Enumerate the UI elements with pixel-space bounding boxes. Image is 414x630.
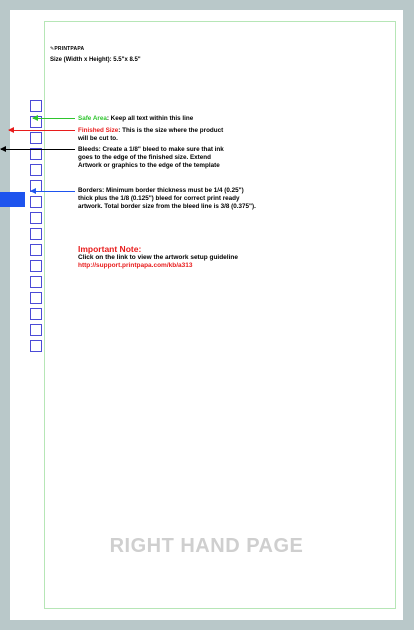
finished-size-note: [78, 127, 228, 143]
margin-square: [30, 276, 42, 288]
artwork-guideline-link[interactable]: http://support.printpapa.com/kb/a313: [78, 262, 193, 269]
size-label: Size (Width x Height): 5.5"x 8.5": [50, 57, 141, 63]
page-label: RIGHT HAND PAGE: [109, 535, 304, 557]
arrow-left-icon: [8, 127, 14, 133]
arrow-left-icon: [0, 146, 6, 152]
safe-area-text: : Keep all text within this line: [106, 115, 194, 122]
border-marker-tab: [0, 192, 25, 207]
borders-text: : Minimum border thickness must be 1/4 (0.25") thick plus the 1/8 (0.125") bleed for correct print ready artwork. Total border size from the bleed line is 3/8 (0.375").: [78, 187, 256, 210]
bleeds-term: Bleeds: [78, 146, 99, 153]
important-note-title: Important Note:: [78, 244, 142, 254]
margin-square: [30, 260, 42, 272]
safe-area-arrow: [33, 118, 75, 119]
printpapa-logo: [50, 46, 84, 52]
finished-size-text: : This is the size where the product will be cut to.: [78, 127, 224, 142]
margin-square: [30, 308, 42, 320]
borders-arrow: [31, 191, 75, 192]
important-note-text: Click on the link to view the artwork setup guideline: [78, 254, 238, 261]
arrow-left-icon: [32, 115, 38, 121]
margin-square: [30, 164, 42, 176]
margin-square: [30, 324, 42, 336]
borders-term: Borders: [78, 187, 103, 194]
finished-size-arrow: [9, 130, 75, 131]
margin-square: [30, 340, 42, 352]
safe-area-note: [78, 115, 278, 123]
bleeds-text: : Create a 1/8" bleed to make sure that ink goes to the edge of the finished size. Extend Artwork or graphics to the edge of the template: [78, 146, 224, 169]
logo-text: PRINTPAPA: [54, 46, 85, 52]
margin-square: [30, 292, 42, 304]
margin-square: [30, 196, 42, 208]
finished-size-term: Finished Size: [78, 127, 119, 134]
logo-mark-icon: ✎: [50, 46, 55, 52]
margin-square: [30, 132, 42, 144]
bleeds-note: [78, 146, 228, 170]
borders-note: [78, 187, 258, 211]
margin-square: [30, 212, 42, 224]
margin-square: [30, 100, 42, 112]
bleeds-arrow: [1, 149, 75, 150]
margin-square: [30, 228, 42, 240]
safe-area-term: Safe Area: [78, 115, 107, 122]
arrow-left-icon: [30, 188, 36, 194]
margin-square: [30, 244, 42, 256]
safe-area-line: [44, 21, 396, 609]
